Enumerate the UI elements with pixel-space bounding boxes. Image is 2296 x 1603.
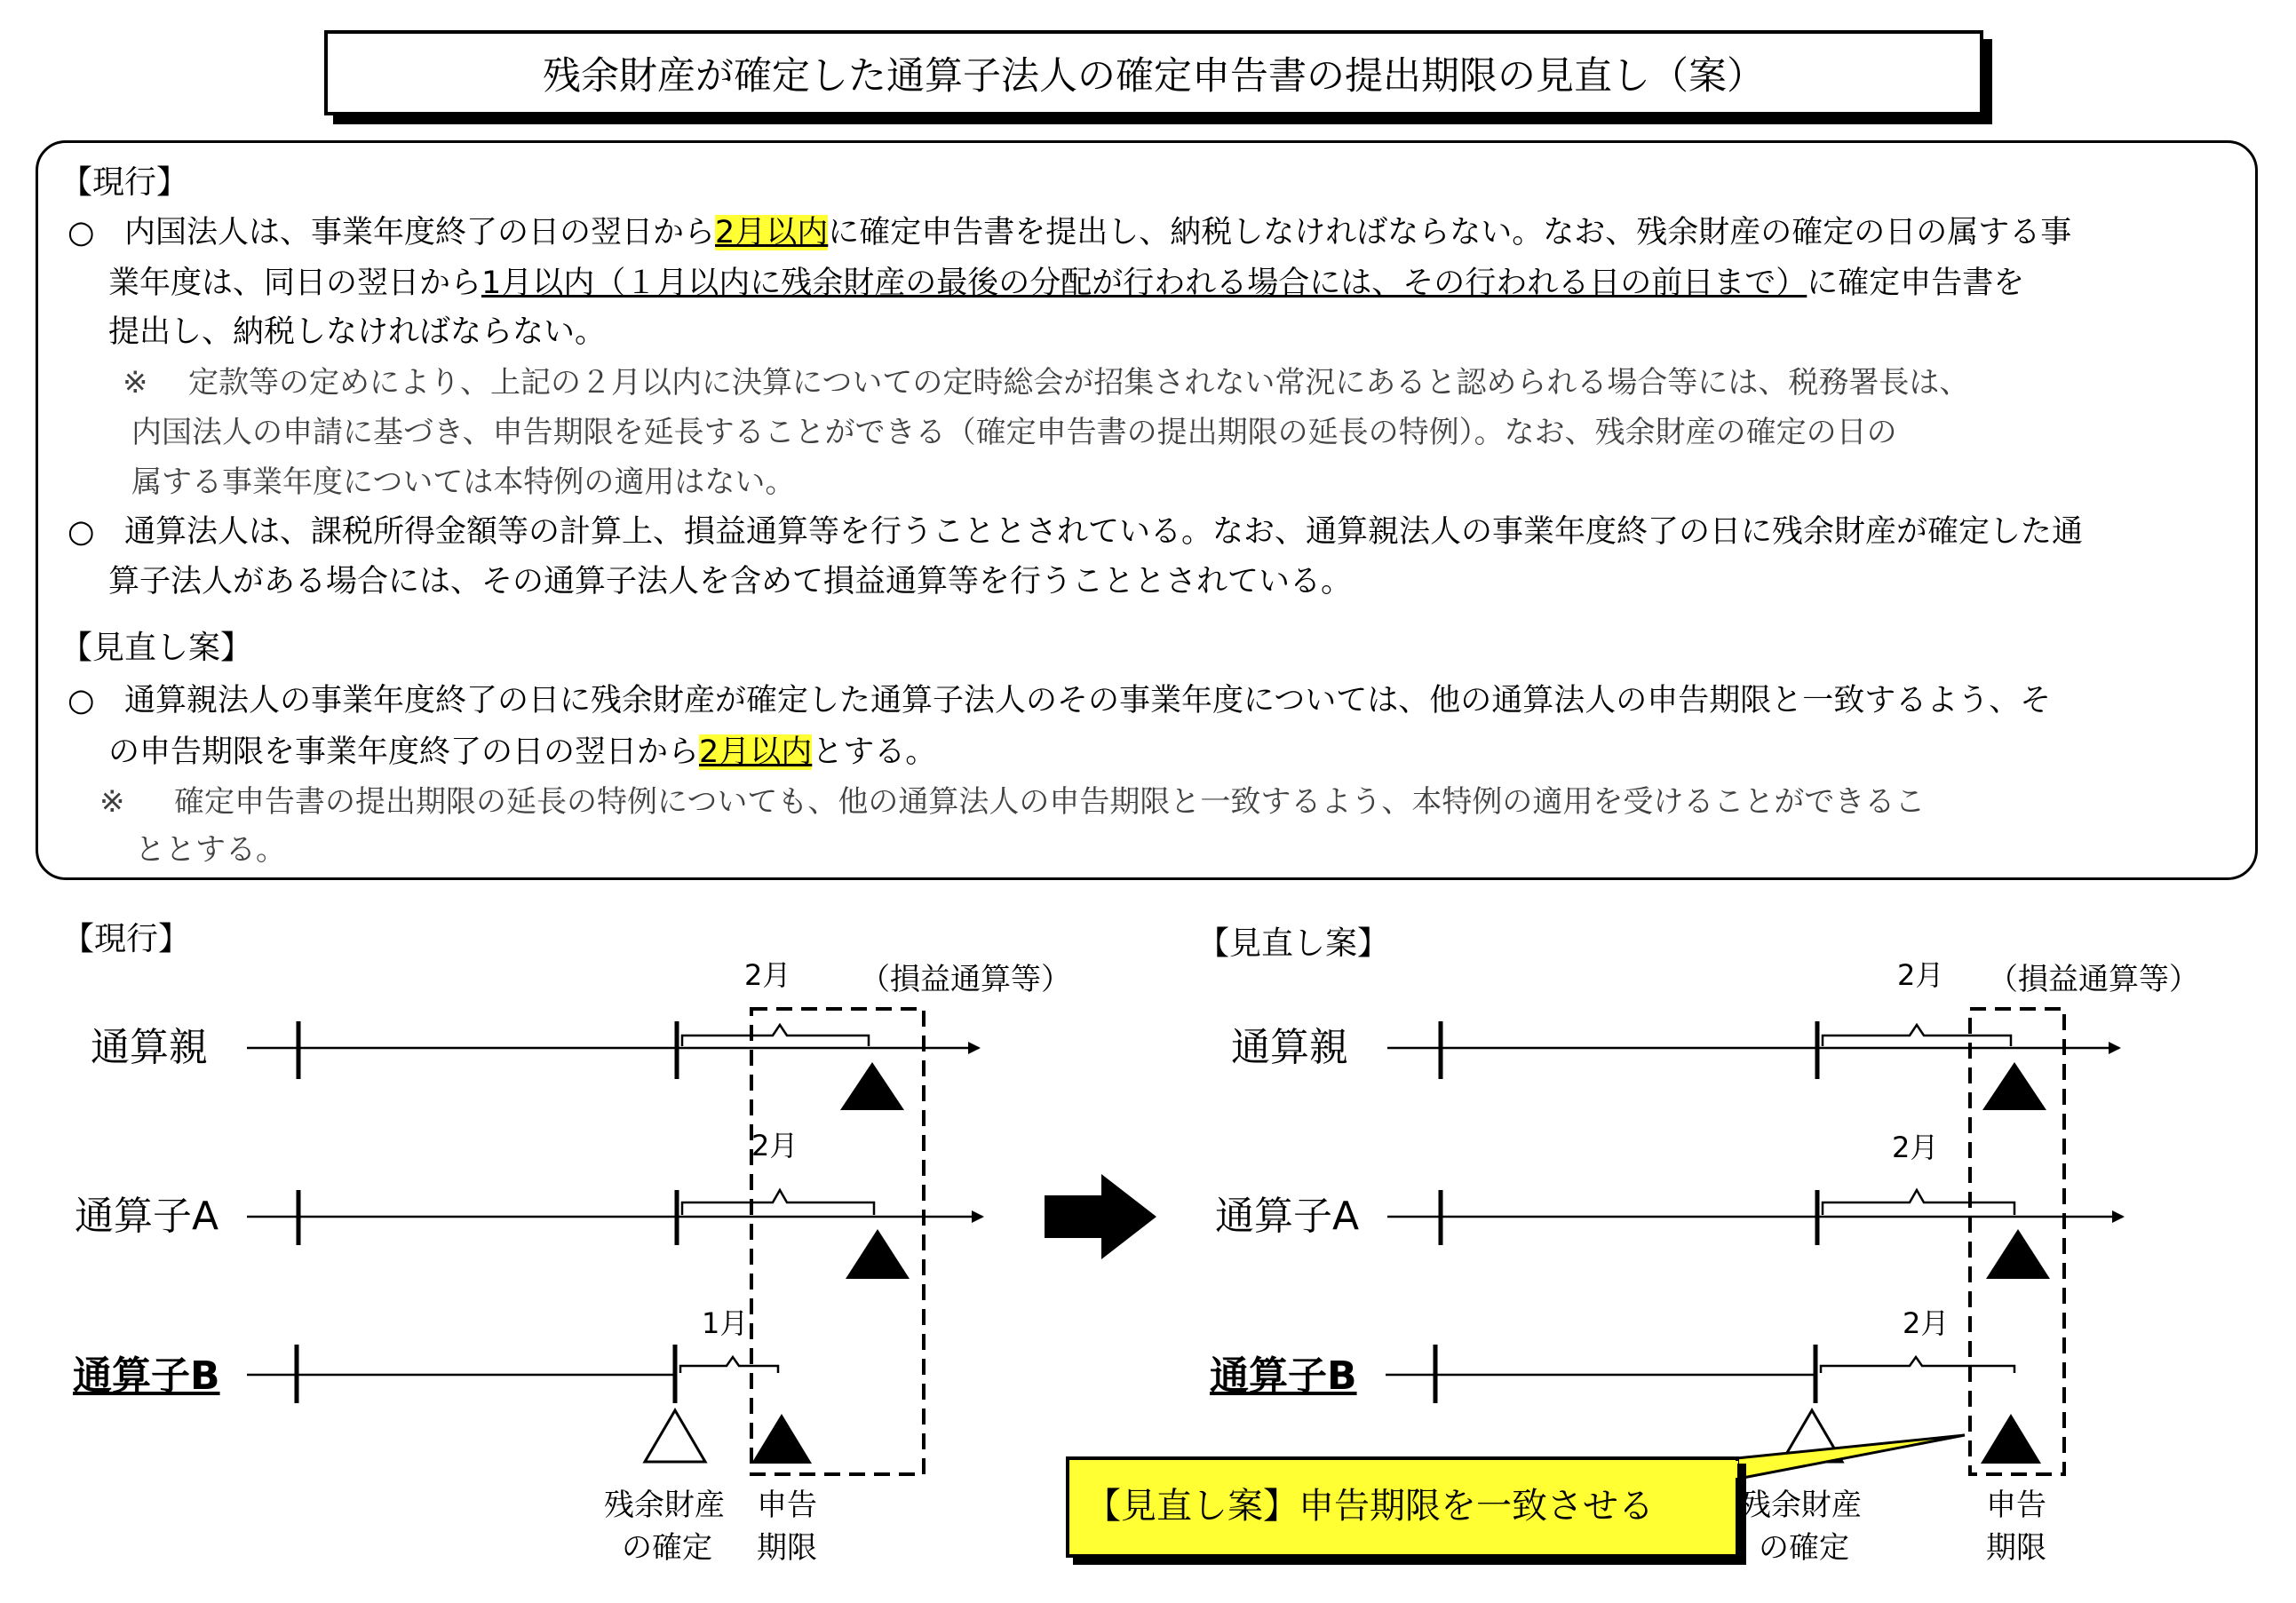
proposal-p1-line1: 通算親法人の事業年度終了の日に残余財産が確定した通算子法人のその事業年度については、他の通算法人の申告期限と一致するよう、そ — [124, 683, 2052, 718]
right-label-parent: 通算親 — [1231, 1025, 1348, 1070]
right-period-parent: 2月 — [1897, 958, 1944, 992]
current-p2-bullet: ○ — [68, 514, 95, 550]
current-note-line1: 定款等の定めにより、上記の２月以内に決算についての定時総会が招集されない常況にあると認められる場合等には、税務署長は、 — [188, 365, 1970, 401]
callout-text: 【見直し案】申告期限を一致させる — [1085, 1486, 1654, 1527]
left-due-1: 申告 — [757, 1488, 817, 1523]
left-zan-1: 残余財産 — [604, 1488, 725, 1523]
left-b-due-marker — [751, 1414, 812, 1464]
current-p1-underline: 1月以内（１月以内に残余財産の最後の分配が行われる場合には、その行われる日の前日まで） — [481, 266, 1807, 301]
current-p2-line2: 算子法人がある場合には、その通算子法人を含めて損益通算等を行うこととされている。 — [108, 564, 1353, 599]
left-period-a: 2月 — [751, 1129, 798, 1163]
current-p1-bullet: ○ — [68, 215, 95, 250]
right-zan-2: の確定 — [1759, 1530, 1849, 1566]
current-p1-line2-b: に確定申告書を — [1807, 266, 2025, 301]
right-label-b: 通算子B — [1210, 1353, 1357, 1399]
proposal-heading: 【見直し案】 — [60, 630, 253, 666]
left-b-settle-marker — [645, 1410, 705, 1462]
right-note: （損益通算等） — [1988, 962, 2199, 997]
right-parent-due-marker — [1982, 1062, 2046, 1110]
current-note-mark: ※ — [123, 365, 148, 401]
right-row-b — [1386, 1345, 2041, 1464]
current-p1-line2-a: 業年度は、同日の翌日から — [108, 266, 482, 301]
left-period-parent: 2月 — [744, 958, 791, 992]
current-p1-line3: 提出し、納税しなければならない。 — [108, 314, 607, 350]
current-p1-highlight: 2月以内 — [715, 215, 829, 250]
left-row-parent — [247, 1021, 979, 1110]
right-b-due-marker — [1981, 1414, 2041, 1464]
current-p1-line1-a: 内国法人は、事業年度終了の日の翌日から — [124, 215, 716, 250]
proposal-p1-line2-a: の申告期限を事業年度終了の日の翌日から — [108, 734, 700, 770]
left-zan-2: の確定 — [622, 1530, 712, 1566]
diagram-proposal-heading: 【見直し案】 — [1197, 925, 1390, 962]
proposal-note-line2: ととする。 — [135, 832, 286, 868]
current-note-line3: 属する事業年度については本特例の適用はない。 — [131, 464, 796, 500]
page-title-text: 残余財産が確定した通算子法人の確定申告書の提出期限の見直し（案） — [543, 53, 1765, 99]
callout-pointer — [1734, 1435, 1965, 1480]
proposal-note-mark: ※ — [99, 784, 125, 820]
left-due-2: 期限 — [757, 1530, 817, 1566]
left-note: （損益通算等） — [860, 962, 1071, 997]
right-zan-1: 残余財産 — [1741, 1488, 1862, 1523]
current-p1-line1-b: に確定申告書を提出し、納税しなければならない。なお、残余財産の確定の日の属する事 — [828, 215, 2072, 250]
left-label-a: 通算子A — [75, 1194, 219, 1239]
left-dashed-box — [751, 1009, 924, 1474]
right-period-b: 2月 — [1903, 1306, 1950, 1340]
left-label-b: 通算子B — [73, 1353, 220, 1399]
right-label-a: 通算子A — [1215, 1194, 1360, 1239]
diagram-current-heading: 【現行】 — [62, 921, 191, 957]
current-note-line2: 内国法人の申請に基づき、申告期限を延長することができる（確定申告書の提出期限の延長の特例）。なお、残余財産の確定の日の — [131, 415, 1897, 450]
current-heading: 【現行】 — [60, 164, 189, 201]
proposal-p1-bullet: ○ — [68, 683, 95, 718]
right-row-a — [1387, 1190, 2123, 1279]
current-p2-line1: 通算法人は、課税所得金額等の計算上、損益通算等を行うこととされている。なお、通算親法人の事業年度終了の日に残余財産が確定した通 — [124, 514, 2084, 550]
left-period-b: 1月 — [702, 1306, 749, 1340]
left-a-due-marker — [846, 1229, 910, 1279]
right-due-1: 申告 — [1986, 1488, 2046, 1523]
left-parent-due-marker — [840, 1062, 904, 1110]
left-row-a — [247, 1190, 982, 1279]
proposal-p1-highlight: 2月以内 — [699, 734, 813, 770]
right-due-2: 期限 — [1986, 1530, 2046, 1566]
proposal-note-line1: 確定申告書の提出期限の延長の特例についても、他の通算法人の申告期限と一致するよう、本特例の適用を受けることができるこ — [174, 784, 1926, 820]
transition-arrow — [1045, 1174, 1156, 1259]
right-row-parent — [1387, 1021, 2119, 1110]
right-a-due-marker — [1986, 1229, 2050, 1279]
left-row-b — [247, 1345, 812, 1464]
left-label-parent: 通算親 — [91, 1025, 208, 1070]
proposal-p1-line2-b: とする。 — [812, 734, 937, 770]
right-period-a: 2月 — [1892, 1131, 1939, 1164]
